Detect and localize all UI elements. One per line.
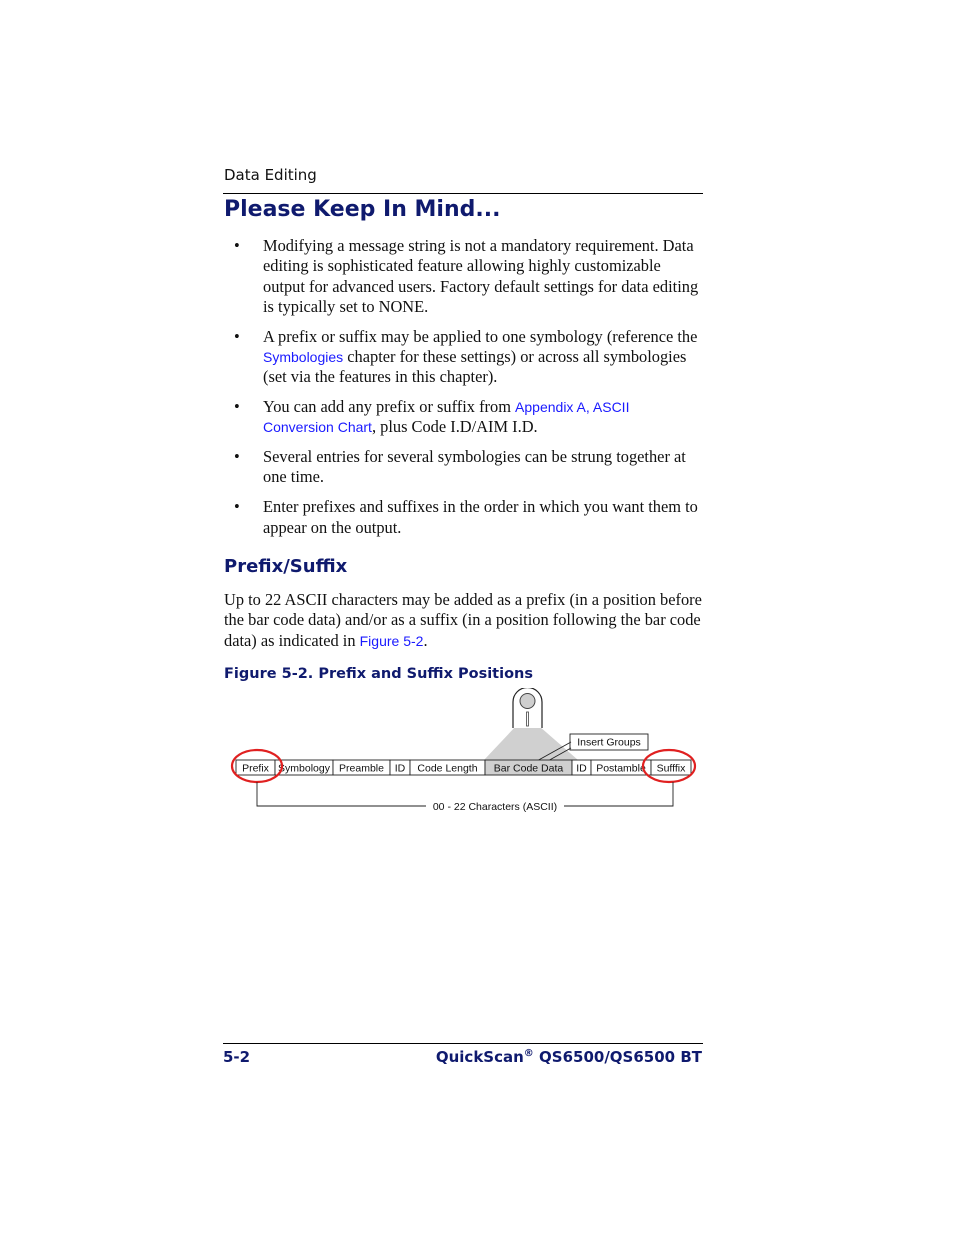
product-model: QS6500/QS6500 BT xyxy=(533,1048,702,1066)
bullet-list xyxy=(224,236,704,547)
bullet-text-after: , plus Code I.D/AIM I.D. xyxy=(371,417,538,437)
bullet-marker: • xyxy=(234,326,240,346)
section-title: Prefix/Suffix xyxy=(224,556,348,577)
appendix-a-link[interactable]: Appendix A, ASCII Conversion Chart xyxy=(263,399,630,436)
footer-rule xyxy=(223,1043,703,1044)
field-label: Preamble xyxy=(339,762,384,775)
field-label: Symbology xyxy=(278,762,330,775)
scanner-lens xyxy=(520,694,535,709)
prefix-suffix-paragraph xyxy=(224,590,704,651)
running-header: Data Editing xyxy=(224,166,317,184)
field-label: ID xyxy=(576,762,587,775)
bullet-marker: • xyxy=(234,497,240,517)
prefix-suffix-diagram xyxy=(222,688,702,818)
scanner-beam xyxy=(484,726,578,760)
figure-caption: Figure 5-2. Prefix and Suffix Positions xyxy=(224,666,534,682)
list-item xyxy=(224,236,704,317)
scanner-slot xyxy=(527,712,529,726)
list-item xyxy=(224,397,704,438)
product-brand: QuickScan xyxy=(435,1048,524,1066)
page-title: Please Keep In Mind... xyxy=(224,197,501,222)
bullet-text-after: chapter for these settings) or across all symbologies (set via the features in this chapter). xyxy=(263,346,687,387)
range-bracket xyxy=(257,782,426,806)
bullet-marker: • xyxy=(234,447,240,467)
field-label: ID xyxy=(394,762,406,775)
symbologies-link[interactable]: Symbologies xyxy=(263,348,344,365)
header-rule xyxy=(223,193,703,194)
range-bracket xyxy=(564,782,673,806)
bullet-marker: • xyxy=(234,236,240,255)
paragraph-end: . xyxy=(423,630,428,650)
figure-link[interactable]: Figure 5-2 xyxy=(359,632,424,649)
field-row xyxy=(236,760,691,775)
paragraph-text: Up to 22 ASCII characters may be added as a prefix (in a position before the bar code data) and/or as a suffix (in a position following the bar code data) as indicated in xyxy=(224,590,702,650)
bullet-text: Several entries for several symbologies can be strung together at one time. xyxy=(263,447,686,487)
field-label: Sufffix xyxy=(656,762,686,775)
list-item xyxy=(224,327,704,388)
page-number: 5-2 xyxy=(223,1048,251,1066)
bullet-text: Modifying a message string is not a mandatory requirement. Data editing is sophisticated feature allowing highly customizable output for advanced users. Factory default settings for data editing is typically set to NONE. xyxy=(263,236,699,316)
registered-mark: ® xyxy=(523,1048,534,1059)
list-item xyxy=(224,497,704,538)
field-label: Bar Code Data xyxy=(493,762,564,775)
bullet-text-before: A prefix or suffix may be applied to one symbology (reference the xyxy=(263,326,698,346)
list-item xyxy=(224,447,704,488)
bullet-marker: • xyxy=(234,397,240,417)
field-label: Prefix xyxy=(242,762,269,775)
product-name xyxy=(436,1048,702,1066)
field-label: Postamble xyxy=(596,762,646,775)
bullet-text: Enter prefixes and suffixes in the order in which you want them to appear on the output. xyxy=(263,497,698,537)
range-label: 00 - 22 Characters (ASCII) xyxy=(432,801,558,813)
bullet-text-before: You can add any prefix or suffix from xyxy=(263,397,516,417)
field-label: Code Length xyxy=(417,762,478,775)
insert-groups-label: Insert Groups xyxy=(577,736,641,749)
